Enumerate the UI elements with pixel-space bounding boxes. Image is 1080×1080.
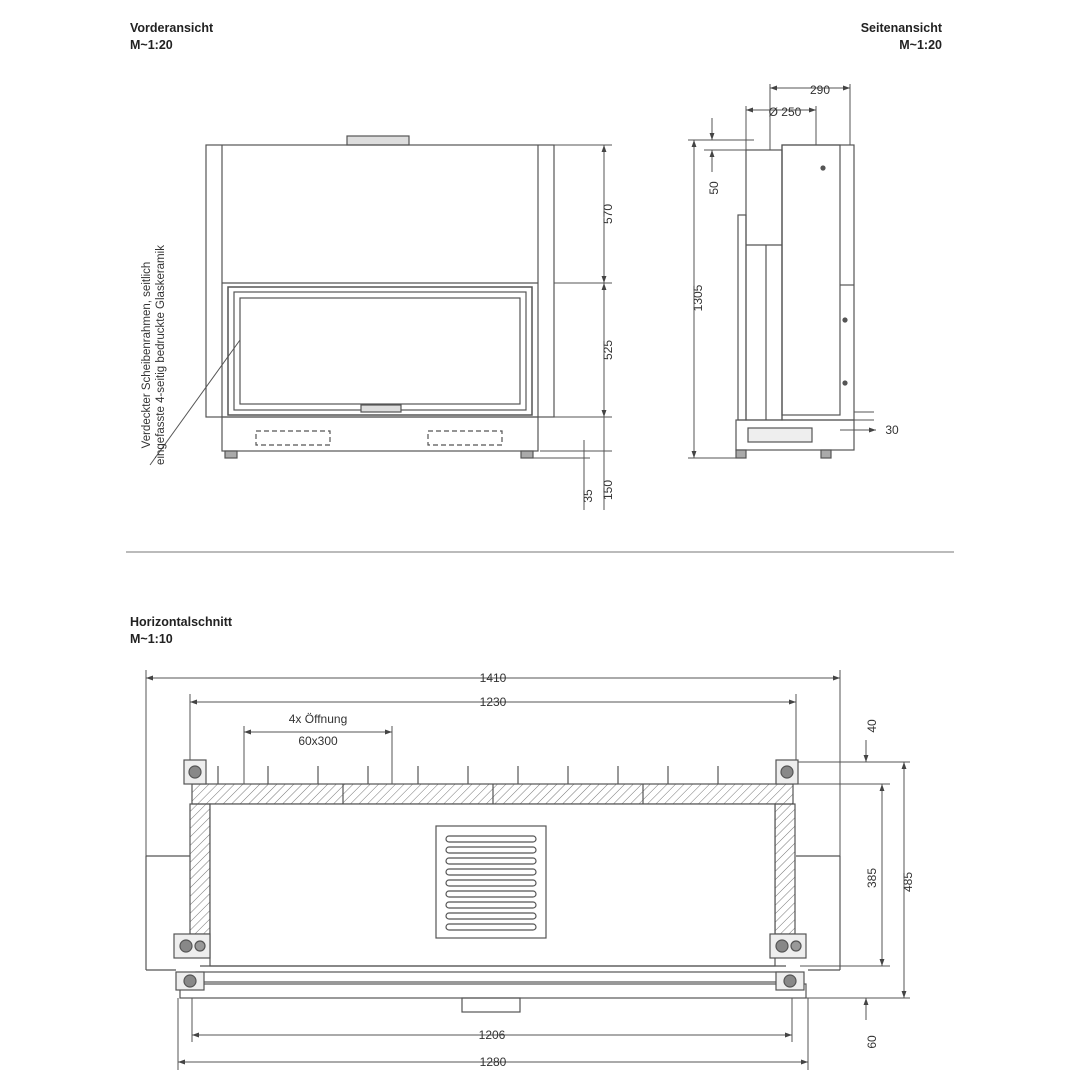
side-view: [736, 145, 854, 458]
front-view: [206, 136, 554, 458]
dim-1305: 1305: [691, 284, 705, 312]
dim-485: 485: [901, 871, 915, 893]
flue-collar: [347, 136, 409, 145]
glass-panel: [240, 298, 520, 404]
annotation-line-2: eingefasste 4-seitig bedruckte Glaskeramik: [155, 245, 167, 465]
dim-30: 30: [885, 423, 899, 437]
base-plinth: [222, 417, 538, 451]
horizontal-section: [146, 760, 840, 1012]
dim-50: 50: [707, 181, 721, 195]
opening-label-1: 4x Öffnung: [288, 712, 348, 726]
dim-60: 60: [865, 1035, 879, 1049]
section-handle: [462, 998, 520, 1012]
foot-right: [521, 451, 533, 458]
dim-35: 35: [581, 489, 595, 503]
section-scale: M~1:10: [130, 632, 173, 646]
vent-dashed-left: [256, 431, 330, 445]
side-flue-column: [746, 150, 782, 420]
side-view-scale: M~1:20: [899, 38, 942, 52]
foot-left: [225, 451, 237, 458]
vent-dashed-right: [428, 431, 502, 445]
dim-1230: 1230: [479, 695, 507, 709]
dim-150: 150: [601, 479, 615, 501]
side-front-plate: [738, 215, 746, 420]
right-wall: [775, 804, 795, 934]
front-view-title: Vorderansicht: [130, 21, 214, 35]
dim-290: 290: [809, 83, 831, 97]
front-view-scale: M~1:20: [130, 38, 173, 52]
opening-label-2: 60x300: [298, 734, 338, 748]
dim-250: Ø 250: [768, 105, 802, 119]
dim-1280: 1280: [479, 1055, 507, 1069]
dim-385: 385: [865, 867, 879, 889]
annotation-line-1: Verdeckter Scheibenrahmen, seitlich: [141, 261, 153, 449]
section-title: Horizontalschnitt: [130, 615, 233, 629]
side-view-title: Seitenansicht: [860, 21, 942, 35]
door-handle: [361, 405, 401, 412]
dim-570: 570: [601, 203, 615, 225]
left-wall: [190, 804, 210, 934]
dim-1410: 1410: [479, 671, 507, 685]
dim-1206: 1206: [478, 1028, 506, 1042]
side-body: [782, 145, 854, 420]
dim-40: 40: [865, 719, 879, 733]
dim-525: 525: [601, 339, 615, 361]
